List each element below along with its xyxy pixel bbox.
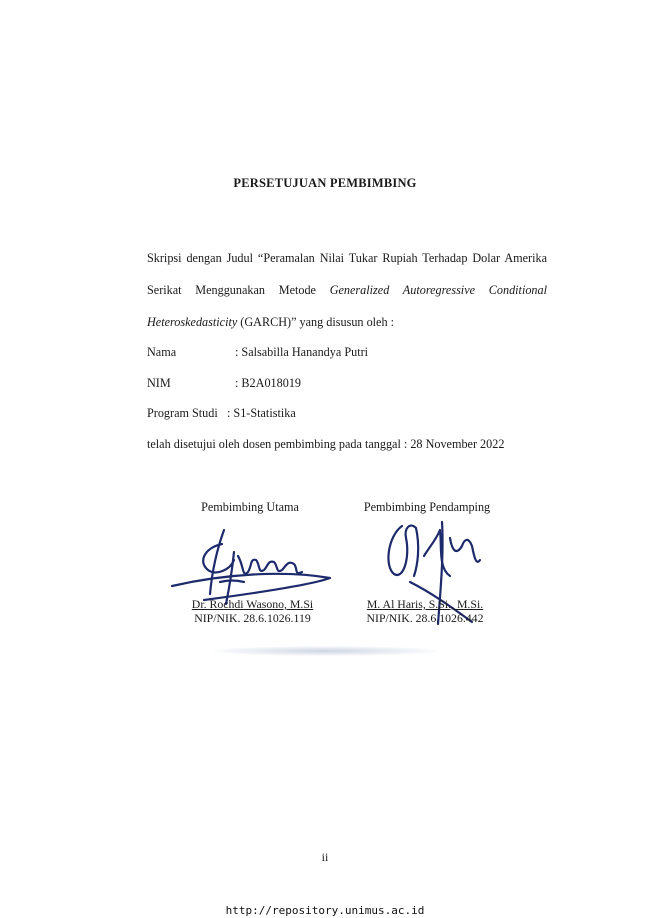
field-nim-label: NIM	[147, 376, 171, 390]
intro-line-3-text: (GARCH)” yang disusun oleh :	[237, 315, 394, 329]
field-prodi-label: Program Studi	[147, 406, 218, 420]
signatory-utama-role: Pembimbing Utama	[201, 500, 299, 514]
method-name-italic-2: Heteroskedasticity	[147, 315, 238, 329]
signatory-utama-nip: NIP/NIK. 28.6.1026.119	[194, 611, 311, 625]
field-prodi-value: : S1-Statistika	[227, 406, 296, 420]
approval-statement: telah disetujui oleh dosen pembimbing pada tanggal : 28 November 2022	[147, 437, 505, 451]
intro-line-2-text: Serikat Menggunakan Metode	[147, 283, 316, 297]
intro-line-1: Skripsi dengan Judul “Peramalan Nilai Tukar Rupiah Terhadap Dolar Amerika	[147, 251, 547, 265]
signatory-pendamping-role: Pembimbing Pendamping	[363, 500, 491, 514]
page-number: ii	[321, 850, 329, 864]
intro-line-3	[147, 315, 547, 330]
method-name-italic: Generalized Autoregressive Conditional	[329, 283, 547, 297]
signatory-pendamping-nip: NIP/NIK. 28.6.1026.442	[366, 611, 484, 625]
field-nama-value: : Salsabilla Hanandya Putri	[235, 345, 369, 359]
field-nim	[147, 376, 547, 391]
footer-url[interactable]: http://repository.unimus.ac.id	[225, 904, 425, 917]
page-title: PERSETUJUAN PEMBIMBING	[233, 176, 417, 190]
intro-line-2	[147, 283, 547, 298]
field-nama	[147, 345, 547, 360]
field-prodi	[147, 406, 547, 421]
signatory-utama-name: Dr. Rochdi Wasono, M.Si	[191, 597, 314, 611]
field-nama-label: Nama	[147, 345, 177, 359]
field-nim-value: : B2A018019	[235, 376, 302, 390]
scan-shadow	[212, 646, 438, 656]
signatory-pendamping-name: M. Al Haris, S.Si., M.Si.	[366, 597, 484, 611]
